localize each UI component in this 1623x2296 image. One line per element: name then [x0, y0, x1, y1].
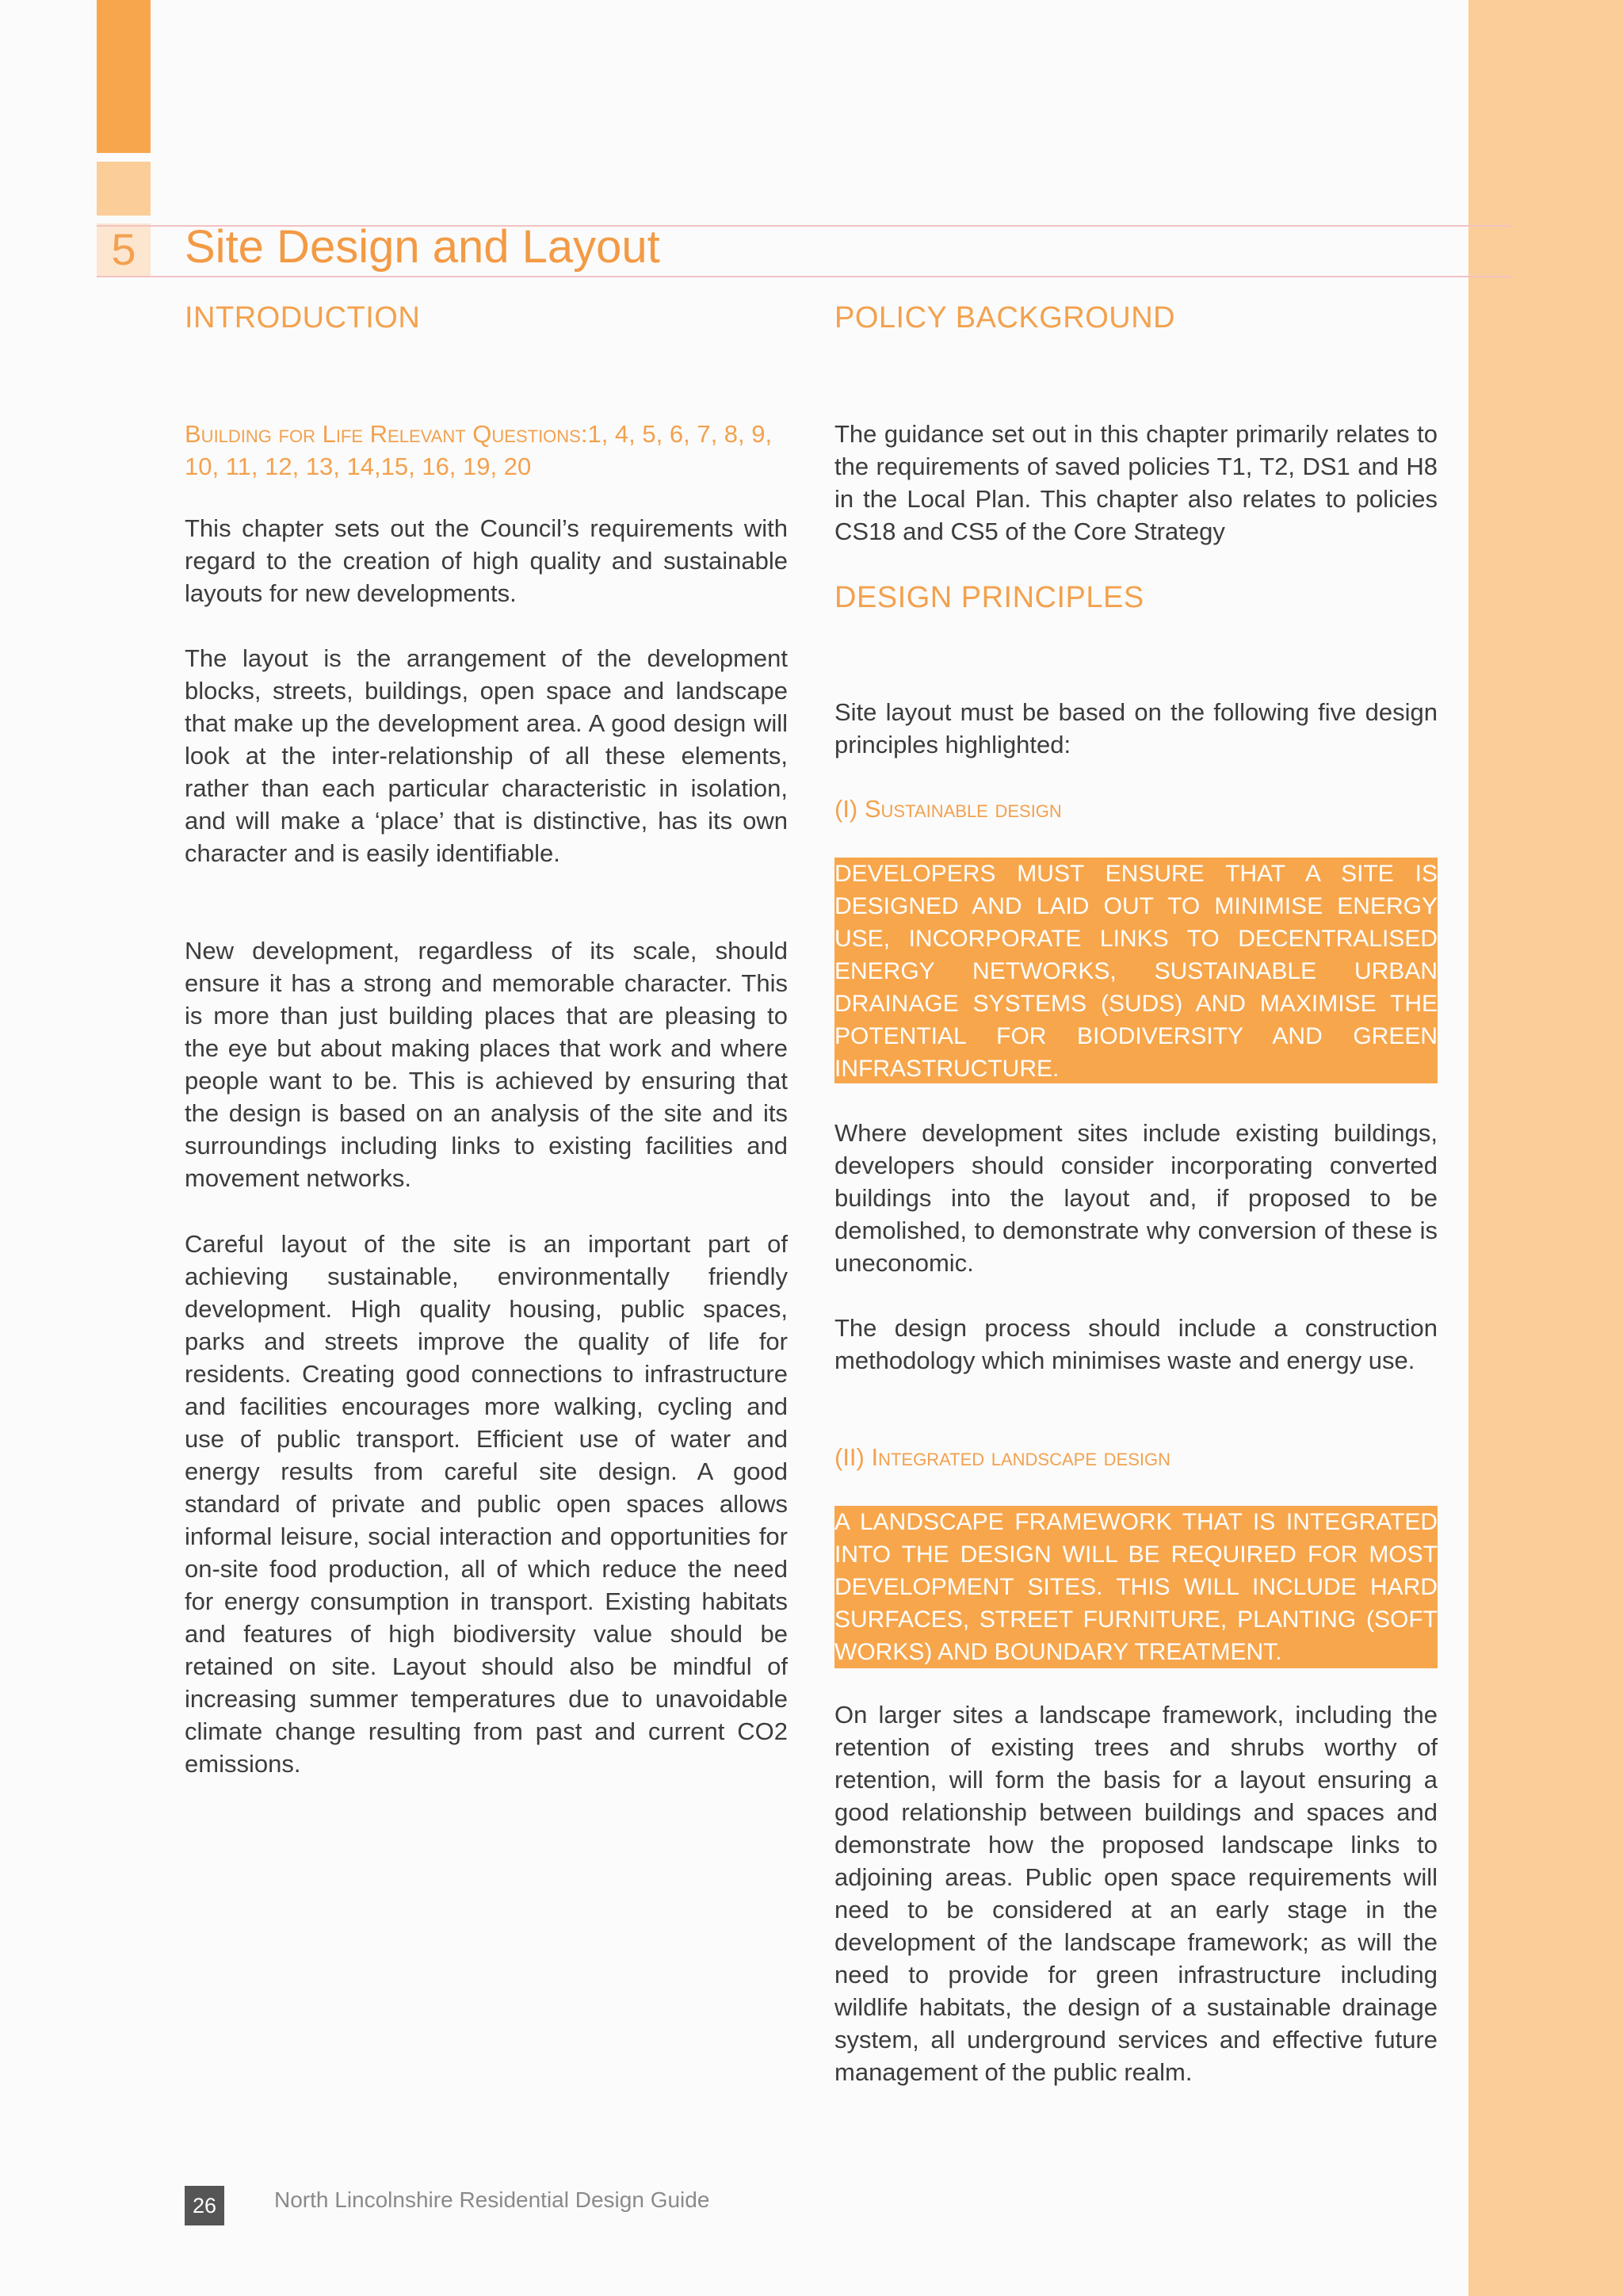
chapter-title: Site Design and Layout — [185, 221, 660, 273]
bfl-questions — [185, 418, 788, 483]
highlight-box-landscape: A LANDSCAPE FRAMEWORK THAT IS INTEGRATED INTO THE DESIGN WILL BE REQUIRED FOR MOST DEVELOPMENT SITES. THIS WILL INCLUDE HARD SURFACES, STREET FURNITURE, PLANTING (SOFT WORKS) AND BOUNDARY TREATMENT. — [834, 1506, 1438, 1668]
highlight-box-sustainable: DEVELOPERS MUST ENSURE THAT A SITE IS DESIGNED AND LAID OUT TO MINIMISE ENERGY USE, INCORPORATE LINKS TO DECENTRALISED ENERGY NETWORKS, SUSTAINABLE URBAN DRAINAGE SYSTEMS (SUDS) AND MAXIMISE THE POTENTIAL FOR BIODIVERSITY AND GREEN INFRASTRUCTURE. — [834, 858, 1438, 1083]
subheading-integrated-landscape: (II) Integrated landscape design — [834, 1443, 1170, 1471]
chapter-number: 5 — [111, 224, 136, 274]
title-rule-bottom — [97, 276, 1511, 277]
chapter-tab-light — [97, 162, 151, 216]
footer-document-title: North Lincolnshire Residential Design Guide — [274, 2187, 710, 2212]
design-intro-paragraph: Site layout must be based on the following five design principles highlighted: — [834, 698, 1438, 758]
design-principles-heading: DESIGN PRINCIPLES — [834, 581, 1144, 614]
right-margin-band — [1468, 0, 1623, 2296]
intro-paragraph-1: This chapter sets out the Council’s requirements with regard to the creation of high quality and sustainable layouts for new developments. — [185, 514, 788, 607]
bfl-numbers: 1, 4, 5, 6, 7, 8, 9, 10, 11, 12, 13, 14,15, 16, 19, 20 — [185, 420, 773, 480]
subheading-sustainable-design: (I) Sustainable design — [834, 795, 1062, 823]
intro-paragraph-4: Careful layout of the site is an important part of achieving sustainable, environmentally friendly development. High quality housing, public spaces, parks and streets improve the quality of life for residents. Creating good connections to infrastructure and facilities encourages more walking, cycling and use of public transport. Efficient use of water and energy results from careful site design. A good standard of private and public open spaces allows informal leisure, social interaction and opportunities for on-site food production, all of which reduce the need for energy consumption in transport. Existing habitats and features of high biodiversity value should be retained on site. Layout should also be mindful of increasing summer temperatures due to unavoidable climate change resulting from past and current CO2 emissions. — [185, 1230, 788, 1778]
intro-paragraph-3: New development, regardless of its scale, should ensure it has a strong and memorable character. This is more than just building places that are pleasing to the eye but about making places that work and where people want to be. This is achieved by ensuring that the design is based on an analysis of the site and its surroundings including links to existing facilities and movement networks. — [185, 937, 788, 1192]
policy-paragraph: The guidance set out in this chapter primarily relates to the requirements of saved policies T1, T2, DS1 and H8 in the Local Plan. This chapter also relates to policies CS18 and CS5 of the Core Strategy — [834, 420, 1438, 545]
policy-background-heading: POLICY BACKGROUND — [834, 301, 1176, 334]
design-process-paragraph: The design process should include a construction methodology which minimises waste and energy use. — [834, 1314, 1438, 1374]
chapter-tab-dark — [97, 0, 151, 153]
bfl-label: Building for Life Relevant Questions: — [185, 420, 588, 448]
larger-sites-paragraph: On larger sites a landscape framework, including the retention of existing trees and shrubs worthy of retention, will form the basis for a layout ensuring a good relationship between buildings and spaces and demonstrate how the proposed landscape links to adjoining areas. Public open space requirements will need to be considered at an early stage in the development of the landscape framework; as will the need to provide for green infrastructure including wildlife habitats, the design of a sustainable drainage system, all underground services and effective future management of the public realm. — [834, 1701, 1438, 2086]
existing-buildings-paragraph: Where development sites include existing buildings, developers should consider incorporating converted buildings into the layout and, if proposed to be demolished, to demonstrate why conversion of these is uneconomic. — [834, 1119, 1438, 1277]
introduction-heading: INTRODUCTION — [185, 301, 421, 334]
page-number: 26 — [185, 2186, 224, 2225]
intro-paragraph-2: The layout is the arrangement of the development blocks, streets, buildings, open space and landscape that make up the development area. A good design will look at the inter-relationship of all these elements, rather than each particular characteristic in isolation, and will make a ‘place’ that is distinctive, has its own character and is easily identifiable. — [185, 644, 788, 867]
